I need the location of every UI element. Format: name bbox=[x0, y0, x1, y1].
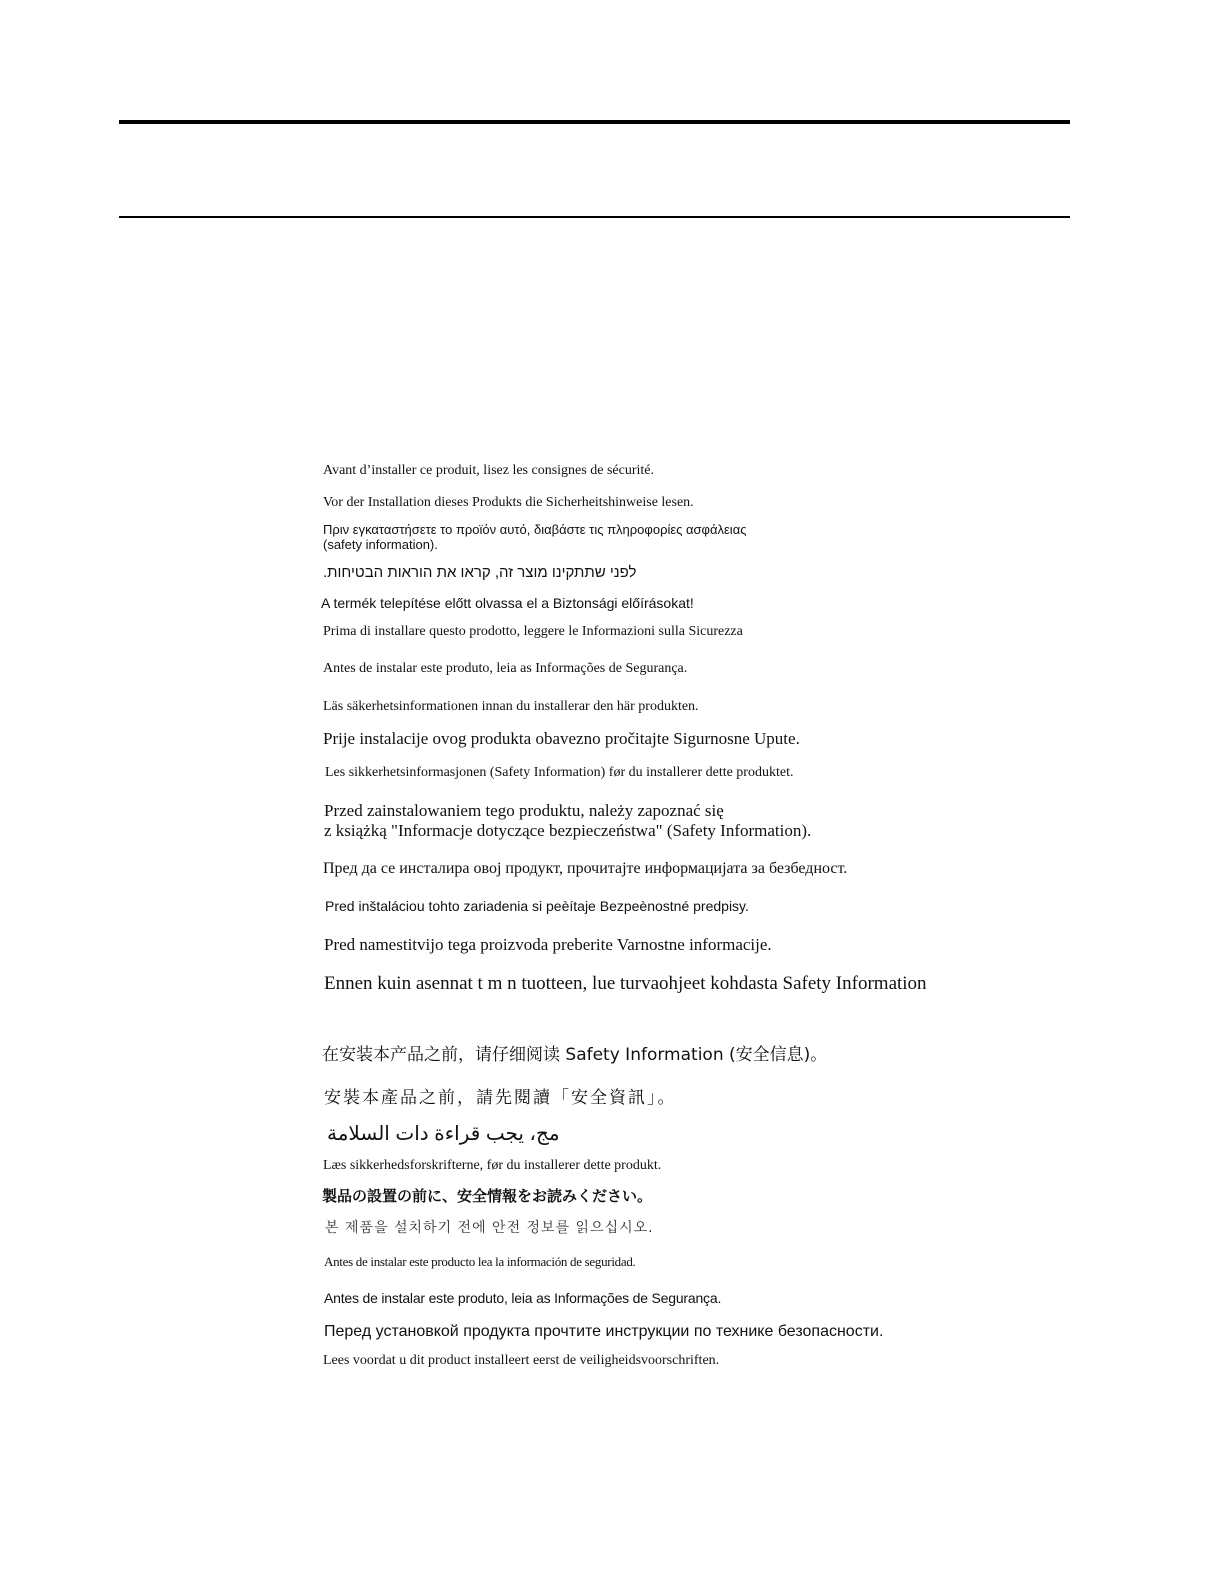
notice-hebrew: לפני שתתקינו מוצר זה, קראו את הוראות הבטיחות. bbox=[323, 564, 637, 581]
notice-chinese-simplified: 在安装本产品之前，请仔细阅读 Safety Information (安全信息)。 bbox=[322, 1045, 828, 1065]
notice-polish: Przed zainstalowaniem tego produktu, należy zapoznać się z książką "Informacje dotyczące bezpieczeństwa" (Safety Information). bbox=[324, 801, 812, 840]
notice-japanese: 製品の設置の前に、安全情報をお読みください。 bbox=[322, 1187, 653, 1205]
notice-greek: Πριν εγκαταστήσετε το προϊόν αυτό, διαβάστε τις πληροφορίες ασφάλειας (safety information). bbox=[323, 522, 747, 552]
notice-chinese-traditional: 安裝本產品之前，請先閱讀「安全資訊」。 bbox=[324, 1088, 677, 1108]
header-rule-thin bbox=[119, 216, 1070, 218]
notice-hungarian: A termék telepítése előtt olvassa el a Biztonsági előírásokat! bbox=[321, 595, 694, 611]
header-rule-thick bbox=[119, 120, 1070, 124]
notice-slovak: Pred inštaláciou tohto zariadenia si peèítaje Bezpeènostné predpisy. bbox=[325, 898, 749, 914]
notice-slovenian: Pred namestitvijo tega proizvoda preberite Varnostne informacije. bbox=[324, 935, 772, 954]
notice-danish: Læs sikkerhedsforskrifterne, før du installerer dette produkt. bbox=[323, 1158, 662, 1173]
notice-russian: Перед установкой продукта прочтите инструкции по технике безопасности. bbox=[324, 1323, 884, 1340]
notice-finnish: Ennen kuin asennat t m n tuotteen, lue turvaohjeet kohdasta Safety Information bbox=[324, 973, 927, 994]
notice-arabic: مج، يجب قراءة دات السلامة bbox=[327, 1123, 560, 1145]
notice-korean: 본 제품을 설치하기 전에 안전 정보를 읽으십시오. bbox=[325, 1220, 654, 1236]
notice-macedonian: Пред да се инсталира овој продукт, прочитајте информацијата за безбедност. bbox=[323, 860, 848, 877]
notice-spanish: Antes de instalar este producto lea la información de seguridad. bbox=[324, 1254, 636, 1269]
notice-italian: Prima di installare questo prodotto, leggere le Informazioni sulla Sicurezza bbox=[323, 624, 743, 639]
notice-german: Vor der Installation dieses Produkts die Sicherheitshinweise lesen. bbox=[323, 495, 694, 510]
notice-dutch: Lees voordat u dit product installeert eerst de veiligheidsvoorschriften. bbox=[323, 1353, 720, 1368]
notice-norwegian: Les sikkerhetsinformasjonen (Safety Information) før du installerer dette produktet. bbox=[325, 765, 794, 780]
notice-portuguese: Antes de instalar este produto, leia as Informações de Segurança. bbox=[324, 1290, 722, 1306]
notice-swedish: Läs säkerhetsinformationen innan du installerar den här produkten. bbox=[323, 699, 699, 714]
notice-portuguese-br: Antes de instalar este produto, leia as Informações de Segurança. bbox=[323, 661, 688, 676]
notice-croatian: Prije instalacije ovog produkta obavezno pročitajte Sigurnosne Upute. bbox=[323, 729, 800, 748]
notice-french: Avant d’installer ce produit, lisez les consignes de sécurité. bbox=[323, 463, 654, 478]
